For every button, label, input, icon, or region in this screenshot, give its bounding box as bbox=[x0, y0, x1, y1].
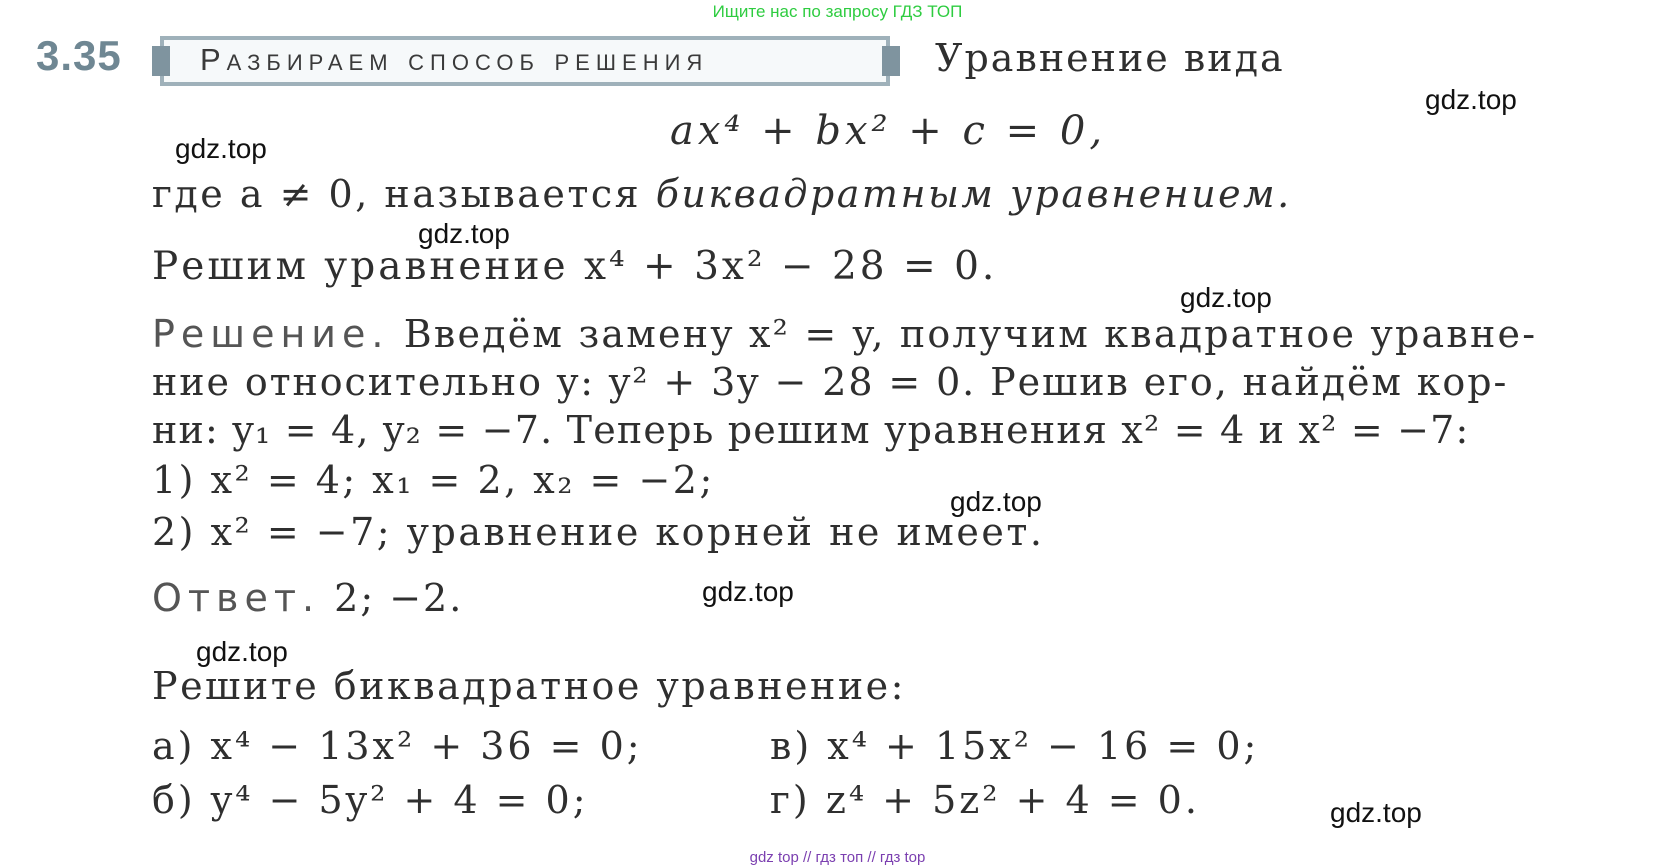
watermark: gdz.top bbox=[175, 133, 267, 164]
watermark: gdz.top bbox=[1330, 797, 1422, 828]
exercise-g: г) z⁴ + 5z² + 4 = 0. bbox=[770, 778, 1200, 822]
case-2: 2) x² = −7; уравнение корней не имеет. bbox=[152, 510, 1045, 554]
task-number: 3.35 bbox=[36, 32, 122, 79]
answer-label: Ответ. bbox=[152, 576, 321, 620]
method-header-label: Разбираем способ решения bbox=[200, 42, 709, 77]
footer-links[interactable]: gdz top // гдз топ // гдз top bbox=[749, 849, 926, 866]
watermark: gdz.top bbox=[1425, 84, 1517, 115]
definition-line bbox=[152, 172, 1292, 216]
exercise-v: в) x⁴ + 15x² − 16 = 0; bbox=[770, 724, 1260, 768]
top-notice[interactable]: Ищите нас по запросу ГДЗ ТОП bbox=[712, 2, 963, 21]
solution-line-2: ние относительно y: y² + 3y − 28 = 0. Решив его, найдём кор- bbox=[152, 360, 1509, 404]
exercise-prompt: Решите биквадратное уравнение: bbox=[152, 664, 906, 708]
solve-intro: Решим уравнение x⁴ + 3x² − 28 = 0. bbox=[152, 244, 998, 289]
watermark: gdz.top bbox=[950, 486, 1042, 517]
exercise-b: б) y⁴ − 5y² + 4 = 0; bbox=[152, 778, 589, 822]
solution-line-1 bbox=[152, 312, 1537, 356]
header-square-left-icon bbox=[152, 46, 170, 76]
definition-prefix: где a ≠ 0, называется bbox=[152, 172, 656, 216]
watermark: gdz.top bbox=[196, 636, 288, 667]
watermark: gdz.top bbox=[1180, 282, 1272, 313]
watermark: gdz.top bbox=[418, 218, 510, 249]
answer-value: 2; −2. bbox=[334, 576, 464, 620]
solution-label: Решение. bbox=[152, 312, 390, 356]
task-title: Уравнение вида bbox=[935, 36, 1285, 80]
header-square-right-icon bbox=[882, 46, 900, 76]
definition-term: биквадратным уравнением. bbox=[655, 172, 1292, 216]
case-1: 1) x² = 4; x₁ = 2, x₂ = −2; bbox=[152, 458, 715, 502]
solution-text-1: Введём замену x² = y, получим квадратное уравне- bbox=[403, 312, 1538, 356]
equation-general: ax⁴ + bx² + c = 0, bbox=[670, 108, 1107, 154]
exercise-a: а) x⁴ − 13x² + 36 = 0; bbox=[152, 724, 643, 768]
watermark: gdz.top bbox=[702, 576, 794, 607]
answer-line bbox=[152, 576, 463, 620]
solution-line-3: ни: y₁ = 4, y₂ = −7. Теперь решим уравнения x² = 4 и x² = −7: bbox=[152, 408, 1470, 452]
